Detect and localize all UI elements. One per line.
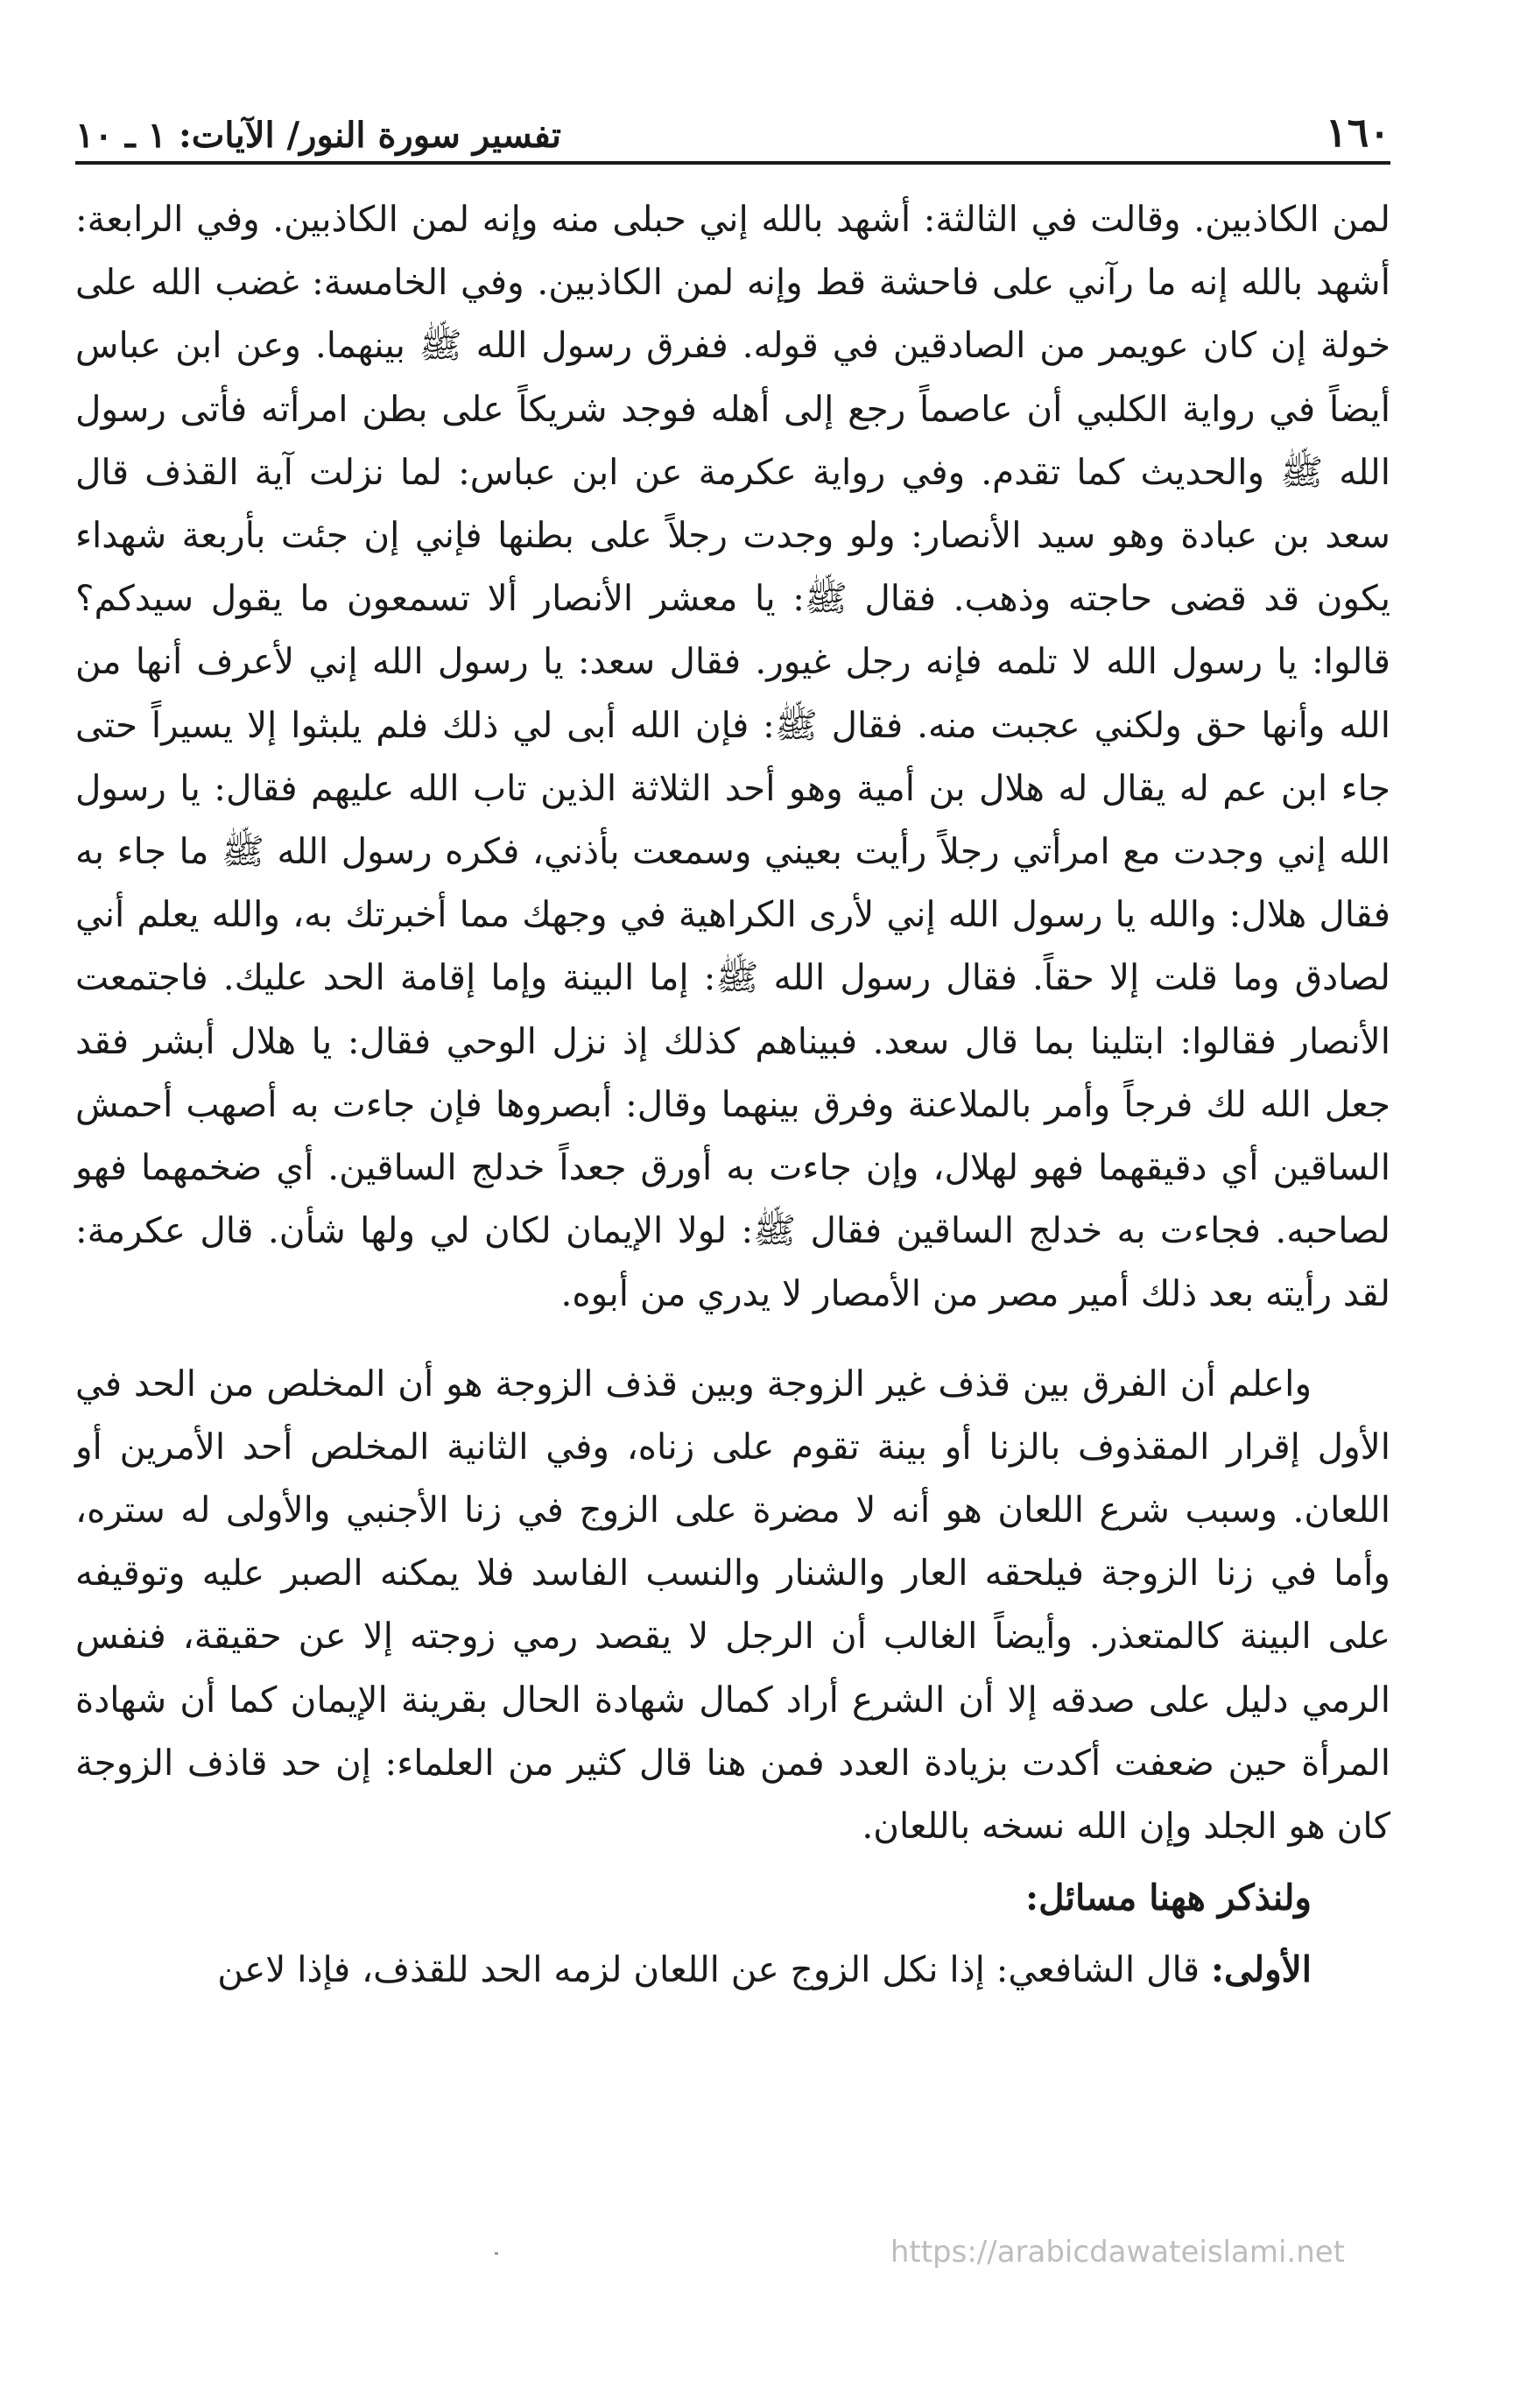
running-title: تفسير سورة النور/ الآيات: ١ ـ ١٠: [75, 115, 562, 156]
page-body: [75, 187, 1390, 2002]
paragraph-2: واعلم أن الفرق بين قذف غير الزوجة وبين قذف الزوجة هو أن المخلص من الحد في الأول إقرار المقذوف بالزنا أو بينة تقوم على زناه، وفي الثانية المخلص أحد الأمرين أو اللعان. وسبب شرع اللعان هو أنه لا مضرة على الزوج في زنا الأجنبي والأولى له ستره، وأما في زنا الزوجة فيلحقه العار والشنار والنسب الفاسد فلا يمكنه الصبر عليه وتوقيفه على البينة كالمتعذر. وأيضاً الغالب أن الرجل لا يقصد رمي زوجته إلا عن حقيقة، فنفس الرمي دليل على صدقه إلا أن الشرع أراد كمال شهادة الحال بقرينة الإيمان كما أن شهادة المرأة حين ضعفت أكدت بزيادة العدد فمن هنا قال كثير من العلماء: إن حد قاذف الزوجة كان هو الجلد وإن الله نسخه باللعان.: [75, 1362, 1390, 1848]
list-item-lead: الأولى:: [1211, 1948, 1312, 1991]
paragraph-1: لمن الكاذبين. وقالت في الثالثة: أشهد بالله إني حبلى منه وإنه لمن الكاذبين. وفي الرابعة: أشهد بالله إنه ما رآني على فاحشة قط وإنه لمن الكاذبين. وفي الخامسة: غضب الله على خولة إن كان عويمر من الصادقين في قوله. ففرق رسول الله ﷺ بينهما. وعن ابن عباس أيضاً في رواية الكلبي أن عاصماً رجع إلى أهله فوجد شريكاً على بطن امرأته فأتى رسول الله ﷺ والحديث كما تقدم. وفي رواية عكرمة عن ابن عباس: لما نزلت آية القذف قال سعد بن عبادة وهو سيد الأنصار: ولو وجدت رجلاً على بطنها فإني إن جئت بأربعة شهداء يكون قد قضى حاجته وذهب. فقال ﷺ: يا معشر الأنصار ألا تسمعون ما يقول سيدكم؟ قالوا: يا رسول الله لا تلمه فإنه رجل غيور. فقال سعد: يا رسول الله إني لأعرف أنها من الله وأنها حق ولكني عجبت منه. فقال ﷺ: فإن الله أبى لي ذلك فلم يلبثوا إلا يسيراً حتى جاء ابن عم له يقال له هلال بن أمية وهو أحد الثلاثة الذين تاب الله عليهم فقال: يا رسول الله إني وجدت مع امرأتي رجلاً رأيت بعيني وسمعت بأذني، فكره رسول الله ﷺ ما جاء به فقال هلال: والله يا رسول الله إني لأرى الكراهية في وجهك مما أخبرتك به، والله يعلم أني لصادق وما قلت إلا حقاً. فقال رسول الله ﷺ: إما البينة وإما إقامة الحد عليك. فاجتمعت الأنصار فقالوا: ابتلينا بما قال سعد. فبيناهم كذلك إذ نزل الوحي فقال: يا هلال أبشر فقد جعل الله لك فرجاً وأمر بالملاعنة وفرق بينهما وقال: أبصروها فإن جاءت به أصهب أحمش الساقين أي دقيقهما فهو لهلال، وإن جاءت به أورق جعداً خدلج الساقين. أي ضخمهما فهو لصاحبه. فجاءت به خدلج الساقين فقال ﷺ: لولا الإيمان لكان لي ولها شأن. قال عكرمة: لقد رأيته بعد ذلك أمير مصر من الأمصار لا يدري من أبوه.: [75, 198, 1390, 1315]
page-header: [75, 88, 1390, 165]
watermark-url: https://arabicdawateislami.net: [890, 2235, 1345, 2270]
list-item-first: [75, 1938, 1390, 2001]
list-item-text: قال الشافعي: إذا نكل الزوج عن اللعان لزمه الحد للقذف، فإذا لاعن: [217, 1948, 1212, 1991]
scan-speck: [495, 2252, 498, 2255]
page-number: ١٦٠: [1325, 109, 1390, 156]
section-heading: ولنذكر ههنا مسائل:: [1025, 1876, 1312, 1919]
